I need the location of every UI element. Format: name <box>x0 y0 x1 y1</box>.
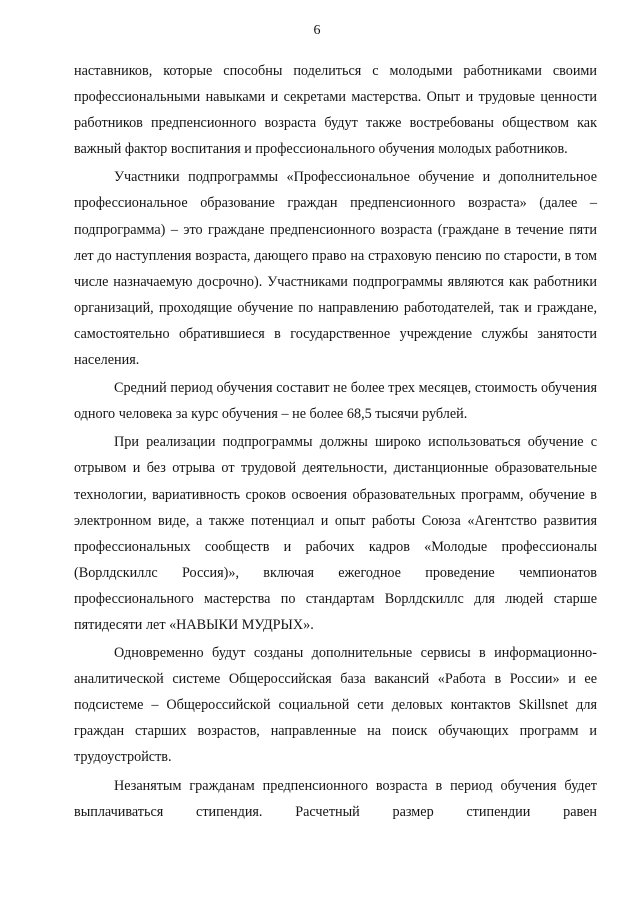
paragraph-implementation: При реализации подпрограммы должны широко использоваться обучение с отрывом и без отрыва от трудовой деятельности, дистанционные образовательные технологии, вариативность сроков освоения образовательных программ, обучение в электронном виде, а также потенциал и опыт работы Союза «Агентство развития профессиональных сообществ и рабочих кадров «Молодые профессионалы (Ворлдскиллс Россия)», включая ежегодное проведение чемпионатов профессионального мастерства по стандартам Ворлдскиллс для людей старше пятидесяти лет «НАВЫКИ МУДРЫХ». <box>74 434 597 633</box>
paragraph-services: Одновременно будут созданы дополнительные сервисы в информационно-аналитической системе Общероссийская база вакансий «Работа в России» и ее подсистеме – Общероссийской социальной сети деловых контактов Skillsnet для граждан старших возрастов, направленные на поиск обучающих программ и трудоустройств. <box>74 645 597 766</box>
paragraph-training-period: Средний период обучения составит не более трех месяцев, стоимость обучения одного человека за курс обучения – не более 68,5 тысячи рублей. <box>74 380 597 423</box>
body-text <box>74 58 597 827</box>
paragraph-participants: Участники подпрограммы «Профессиональное обучение и дополнительное профессиональное образование граждан предпенсионного возраста» (далее – подпрограмма) – это граждане предпенсионного возраста (граждане в течение пяти лет до наступления возраста, дающего право на страховую пенсию по старости, в том числе назначаемую досрочно). Участниками подпрограммы являются как работники организаций, проходящие обучение по направлению работодателей, так и граждане, самостоятельно обратившиеся в государственное учреждение службы занятости населения. <box>74 169 597 369</box>
paragraph-mentors: наставников, которые способны поделиться с молодыми работниками своими профессиональными навыками и секретами мастерства. Опыт и трудовые ценности работников предпенсионного возраста будут также востребованы обществом как важный фактор воспитания и профессионального обучения молодых работников. <box>74 63 597 158</box>
paragraph-stipend: Незанятым гражданам предпенсионного возраста в период обучения будет выплачиваться стипендия. Расчетный размер стипендии равен <box>74 777 597 820</box>
page-number: 6 <box>313 23 321 38</box>
